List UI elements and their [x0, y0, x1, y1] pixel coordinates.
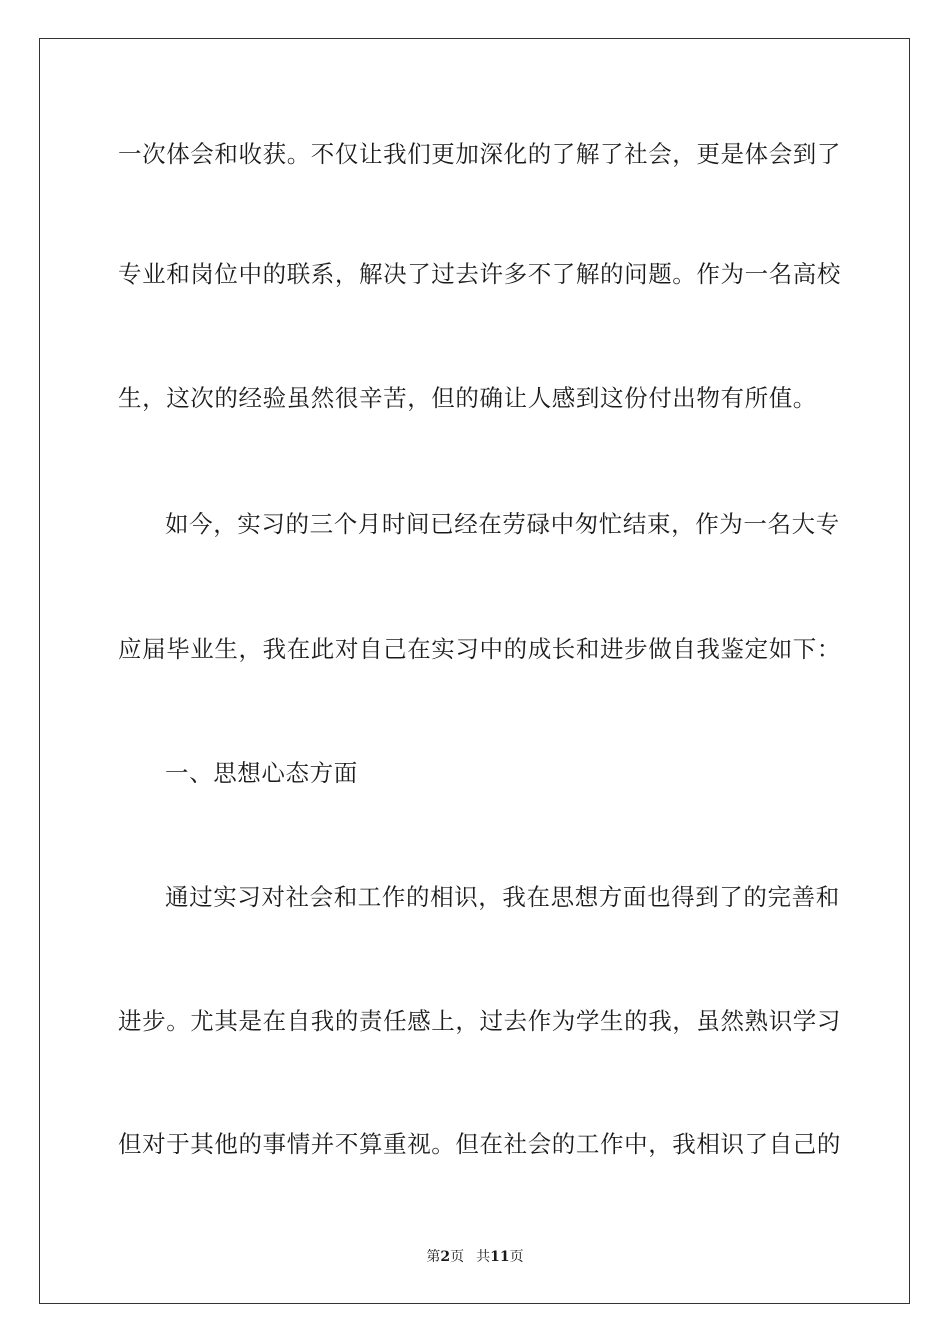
page-prefix: 第	[426, 1249, 441, 1265]
page-footer	[0, 1248, 950, 1266]
body-text-line-3: 生，这次的经验虽然很辛苦，但的确让人感到这份付出物有所值。	[118, 384, 817, 412]
total-prefix: 共	[476, 1249, 491, 1265]
page-border	[39, 38, 910, 1304]
body-text-line-2: 专业和岗位中的联系，解决了过去许多不了解的问题。作为一名高校	[118, 260, 841, 288]
body-text-line-9: 但对于其他的事情并不算重视。但在社会的工作中，我相识了自己的	[118, 1130, 841, 1158]
body-text-line-4: 如今，实习的三个月时间已经在劳碌中匆忙结束，作为一名大专	[165, 510, 840, 538]
total-pages: 11	[490, 1249, 510, 1265]
section-heading: 一、思想心态方面	[165, 759, 358, 787]
body-text-line-5: 应届毕业生，我在此对自己在实习中的成长和进步做自我鉴定如下：	[118, 635, 841, 663]
body-text-line-1: 一次体会和收获。不仅让我们更加深化的了解了社会，更是体会到了	[118, 140, 841, 168]
page-suffix: 页	[450, 1249, 465, 1265]
page-number: 2	[440, 1249, 451, 1265]
body-text-line-7: 通过实习对社会和工作的相识，我在思想方面也得到了的完善和	[165, 883, 840, 911]
body-text-line-8: 进步。尤其是在自我的责任感上，过去作为学生的我，虽然熟识学习	[118, 1007, 841, 1035]
total-suffix: 页	[509, 1249, 524, 1265]
